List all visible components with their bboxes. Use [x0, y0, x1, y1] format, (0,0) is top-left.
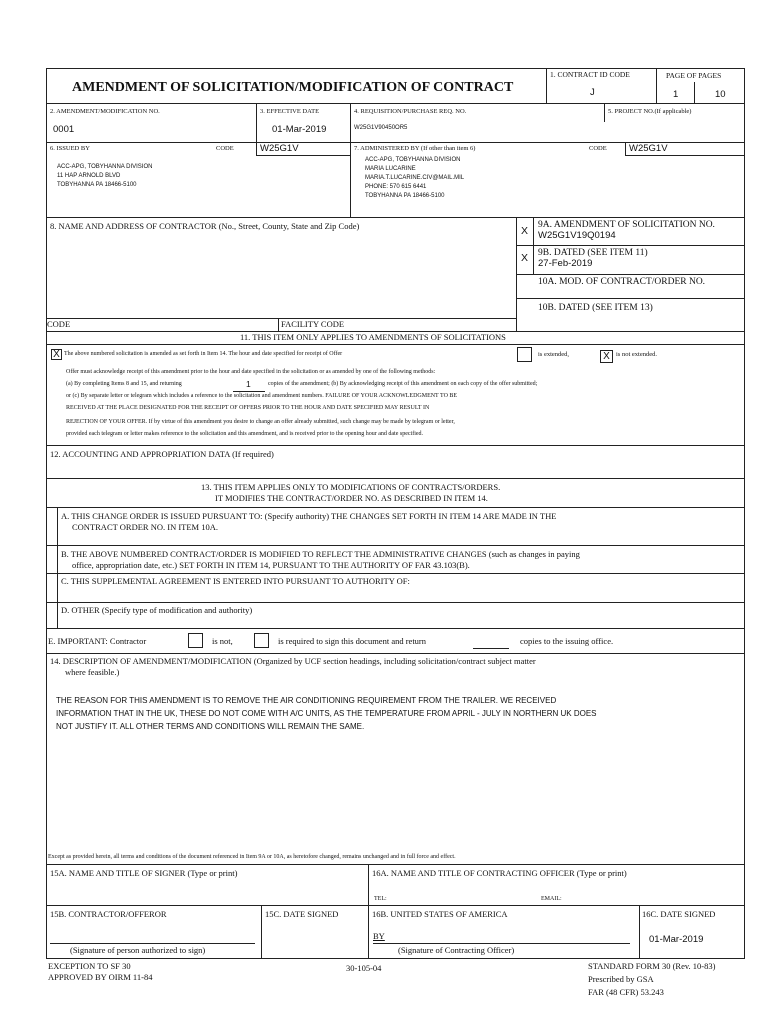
united-states-label: 16B. UNITED STATES OF AMERICA [372, 909, 508, 919]
contract-id-code-label: 1. CONTRACT ID CODE [550, 70, 630, 79]
item-11-copies-count: 1 [246, 379, 251, 389]
contractor-date-signed-label: 15C. DATE SIGNED [265, 909, 339, 919]
requisition-value: W25G1V90450OR5 [354, 125, 408, 131]
block-10a-label: 10A. MOD. OF CONTRACT/ORDER NO. [538, 277, 706, 287]
administered-by-label: 7. ADMINISTERED BY (If other than item 6) [354, 145, 476, 152]
officer-signature-caption: (Signature of Contracting Officer) [398, 945, 515, 955]
amendment-no-value: 0001 [53, 124, 75, 135]
important-checkbox-is-not[interactable] [188, 633, 203, 648]
effective-date-value: 01-Mar-2019 [272, 124, 327, 135]
important-is-not: is not, [212, 636, 233, 646]
item-11-checkbox-amended[interactable]: X [51, 349, 62, 360]
email-label: EMAIL: [541, 896, 562, 902]
block-9b-value: 27-Feb-2019 [538, 258, 593, 269]
block-9a-label: 9A. AMENDMENT OF SOLICITATION NO. [538, 220, 715, 230]
block-10b-label: 10B. DATED (SEE ITEM 13) [538, 303, 653, 313]
item-11-para-1: Offer must acknowledge receipt of this amendment prior to the hour and date specified in the solicitation or as amended by one of the following methods: [66, 369, 436, 375]
contractor-code-label: CODE [47, 319, 71, 329]
contractor-label: 8. NAME AND ADDRESS OF CONTRACTOR (No., Street, County, State and Zip Code) [50, 221, 360, 231]
administered-by-line-4: PHONE: 570 615 6441 [365, 184, 427, 190]
issued-by-line-1: ACC-APG, TOBYHANNA DIVISION [57, 164, 153, 170]
item-14-body-3: NOT JUSTIFY IT. ALL OTHER TERMS AND CONDITIONS WILL REMAIN THE SAME. [56, 722, 365, 731]
project-no-label: 5. PROJECT NO.(If applicable) [608, 108, 692, 115]
item-14-label-1: 14. DESCRIPTION OF AMENDMENT/MODIFICATION (Organized by UCF section headings, including solicitation/contract subject matter [50, 656, 536, 666]
administered-by-line-2: MARIA LUCARINE [365, 166, 416, 172]
block-9b-label: 9B. DATED (SEE ITEM 11) [538, 248, 648, 258]
administered-by-line-5: TOBYHANNA PA 18466-5100 [365, 193, 445, 199]
footer-exception: EXCEPTION TO SF 30 [48, 961, 131, 971]
issued-by-label: 6. ISSUED BY [50, 145, 90, 152]
issued-by-code-label: CODE [216, 145, 234, 152]
item-13-a-line-1: A. THIS CHANGE ORDER IS ISSUED PURSUANT TO: (Specify authority) THE CHANGES SET FORTH IN ITEM 14 ARE MADE IN THE [61, 511, 557, 521]
item-11-para-2b: copies of the amendment; (b) By acknowledging receipt of this amendment on each copy of the offer submitted; [268, 381, 538, 387]
item-11-not-extended-label: is not extended. [616, 351, 657, 358]
footer-prescribed: Prescribed by GSA [588, 974, 654, 984]
administered-by-code-label: CODE [589, 145, 607, 152]
effective-date-label: 3. EFFECTIVE DATE [260, 108, 320, 115]
item-13-b-line-1: B. THE ABOVE NUMBERED CONTRACT/ORDER IS MODIFIED TO REFLECT THE ADMINISTRATIVE CHANGES (such as changes in paying [61, 549, 580, 559]
issued-by-code-value: W25G1V [260, 143, 299, 154]
footer-approved: APPROVED BY OIRM 11-84 [48, 972, 153, 982]
item-11-para-6: provided each telegram or letter makes reference to the solicitation and this amendment, and is received prior to the opening hour and date specified. [66, 431, 424, 437]
item-11-header: 11. THIS ITEM ONLY APPLIES TO AMENDMENTS OF SOLICITATIONS [240, 332, 506, 342]
administered-by-line-1: ACC-APG, TOBYHANNA DIVISION [365, 157, 461, 163]
tel-label: TEL: [374, 896, 387, 902]
officer-date-signed-value: 01-Mar-2019 [649, 934, 704, 945]
by-label: BY [373, 931, 385, 941]
requisition-label: 4. REQUISITION/PURCHASE REQ. NO. [354, 108, 467, 115]
item-14-body-1: THE REASON FOR THIS AMENDMENT IS TO REMOVE THE AIR CONDITIONING REQUIREMENT FROM THE TRAILER. WE RECEIVED [56, 696, 557, 705]
item-13-header-1: 13. THIS ITEM APPLIES ONLY TO MODIFICATIONS OF CONTRACTS/ORDERS. [201, 482, 501, 492]
item-13-a-line-2: CONTRACT ORDER NO. IN ITEM 10A. [72, 522, 218, 532]
issued-by-line-2: 11 HAP ARNOLD BLVD [57, 173, 121, 179]
item-13-c: C. THIS SUPPLEMENTAL AGREEMENT IS ENTERED INTO PURSUANT TO AUTHORITY OF: [61, 576, 410, 586]
administered-by-code-value: W25G1V [629, 143, 668, 154]
form-title: AMENDMENT OF SOLICITATION/MODIFICATION OF CONTRACT [72, 80, 514, 95]
item-13-header-2: IT MODIFIES THE CONTRACT/ORDER NO. AS DESCRIBED IN ITEM 14. [215, 493, 488, 503]
item-13-d: D. OTHER (Specify type of modification and authority) [61, 605, 253, 615]
block-9a-value: W25G1V19Q0194 [538, 230, 616, 241]
item-11-para-2a: (a) By completing Items 8 and 15, and returning [66, 381, 182, 387]
amendment-no-label: 2. AMENDMENT/MODIFICATION NO. [50, 108, 160, 115]
page-number: 1 [673, 89, 679, 100]
administered-by-line-3: MARIA.T.LUCARINE.CIV@MAIL.MIL [365, 175, 465, 181]
issued-by-line-3: TOBYHANNA PA 18466-5100 [57, 182, 137, 188]
page-count: 10 [715, 89, 726, 100]
item-11-checkbox-not-extended[interactable]: X [600, 350, 613, 363]
footer-standard-form: STANDARD FORM 30 (Rev. 10-83) [588, 961, 716, 971]
item-11-para-3: or (c) By separate letter or telegram which includes a reference to the solicitation and amendment numbers. FAILURE OF YOUR ACKNOWLEDGMENT TO BE [66, 393, 458, 399]
contractor-signature-caption: (Signature of person authorized to sign) [70, 945, 206, 955]
item-11-para-4: RECEIVED AT THE PLACE DESIGNATED FOR THE RECEIPT OF OFFERS PRIOR TO THE HOUR AND DATE SPECIFIED MAY RESULT IN [66, 405, 430, 411]
item-11-extended-label: is extended, [538, 351, 570, 358]
footer-form-code: 30-105-04 [346, 963, 382, 973]
page-of-pages-label: PAGE OF PAGES [666, 71, 722, 80]
footer-far: FAR (48 CFR) 53.243 [588, 987, 664, 997]
item-14-body-2: INFORMATION THAT IN THE UK, THESE DO NOT COME WITH A/C UNITS, AS THE TEMPERATURE FROM APRIL - JULY IN NORTHERN UK DOES [56, 709, 597, 718]
contracting-officer-name-label: 16A. NAME AND TITLE OF CONTRACTING OFFICER (Type or print) [372, 868, 627, 878]
contractor-offeror-label: 15B. CONTRACTOR/OFFEROR [50, 909, 167, 919]
facility-code-label: FACILITY CODE [281, 319, 345, 329]
important-label: E. IMPORTANT: Contractor [48, 636, 147, 646]
block-9a-mark: X [521, 225, 529, 237]
important-copies: copies to the issuing office. [520, 636, 614, 646]
item-11-line-1: The above numbered solicitation is amended as set forth in Item 14. The hour and date specified for receipt of Offer [64, 351, 343, 357]
officer-date-signed-label: 16C. DATE SIGNED [642, 909, 716, 919]
signer-name-label: 15A. NAME AND TITLE OF SIGNER (Type or print) [50, 868, 238, 878]
item-14-label-2: where feasible.) [65, 667, 120, 677]
item-14-except-clause: Except as provided herein, all terms and conditions of the document referenced in Item 9A or 10A, as heretofore changed, remains unchanged and in full force and effect. [48, 854, 456, 860]
block-9b-mark: X [521, 252, 529, 264]
contract-id-code-value: J [590, 87, 595, 98]
item-13-b-line-2: office, appropriation date, etc.) SET FORTH IN ITEM 14, PURSUANT TO THE AUTHORITY OF FAR 43.103(B). [72, 560, 470, 570]
item-11-checkbox-extended[interactable] [517, 347, 532, 362]
important-checkbox-is-required[interactable] [254, 633, 269, 648]
important-is-required: is required to sign this document and return [278, 636, 427, 646]
item-11-para-5: REJECTION OF YOUR OFFER. If by virtue of this amendment you desire to change an offer already submitted, such change may be made by telegram or letter, [66, 419, 455, 425]
item-12-label: 12. ACCOUNTING AND APPROPRIATION DATA (If required) [50, 449, 274, 459]
